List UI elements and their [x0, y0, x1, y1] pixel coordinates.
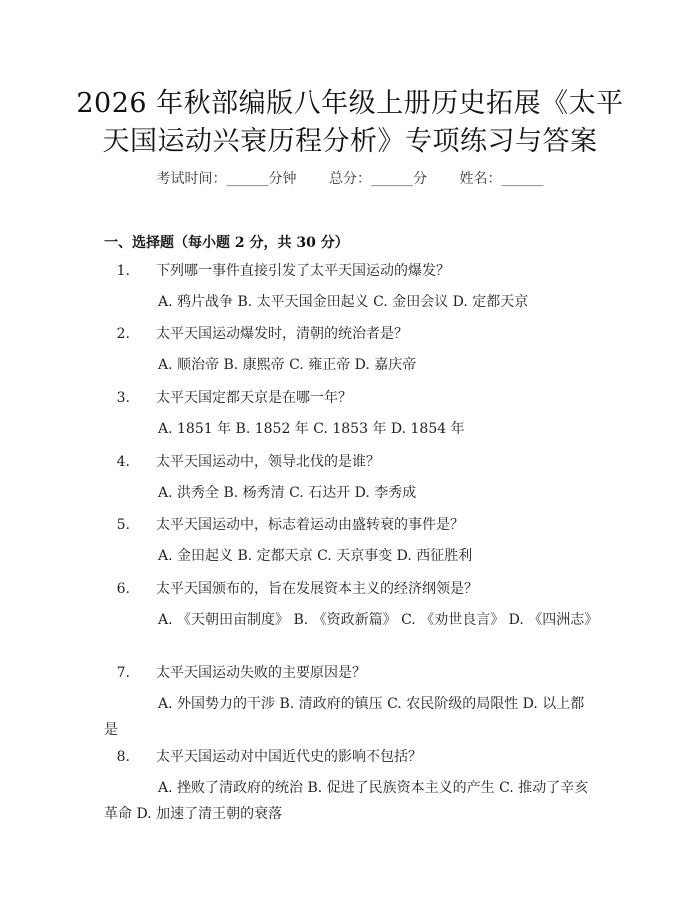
question-options: A. 洪秀全 B. 杨秀清 C. 石达开 D. 李秀成 [158, 485, 417, 501]
question-number: 8. [116, 749, 130, 765]
question-text: 下列哪一事件直接引发了太平天国运动的爆发？ [156, 263, 450, 279]
document-title-line-1: 2026 年秋部编版八年级上册历史拓展《太平 [76, 88, 624, 119]
question-stem [104, 577, 604, 601]
question-stem [104, 322, 604, 346]
question-number: 1. [116, 263, 130, 279]
exam-time-field: 考试时间：______分钟 [156, 171, 297, 187]
student-name-field: 姓名：______ [459, 171, 544, 187]
question-stem [104, 513, 604, 537]
question-options: A. 鸦片战争 B. 太平天国金田起义 C. 金田会议 D. 定都天京 [158, 294, 529, 310]
total-score-field: 总分：______分 [329, 171, 427, 187]
question-number: 5. [116, 517, 130, 533]
question-text: 太平天国运动对中国近代史的影响不包括？ [156, 749, 422, 765]
question-stem [104, 745, 604, 769]
question-number: 4. [116, 454, 130, 470]
question-options: A. 挫败了清政府的统治 B. 促进了民族资本主义的产生 C. 推动了辛亥革命 D. 加速了清王朝的衰落 [104, 780, 589, 822]
section-heading: 一、选择题（每小题 2 分，共 30 分） [104, 235, 349, 251]
question-number: 7. [116, 665, 130, 681]
document-title-line-2: 天国运动兴衰历程分析》专项练习与答案 [102, 126, 598, 157]
exam-info-line [0, 168, 700, 188]
question-stem [104, 386, 604, 410]
question-options: A. 金田起义 B. 定都天京 C. 天京事变 D. 西征胜利 [158, 548, 473, 564]
question-text: 太平天国运动中，标志着运动由盛转衰的事件是？ [156, 517, 464, 533]
question-number: 3. [116, 390, 130, 406]
question-number: 6. [116, 581, 130, 597]
question-stem [104, 450, 604, 474]
question-text: 太平天国运动爆发时，清朝的统治者是？ [156, 326, 408, 342]
question-options: A. 《天朝田亩制度》 B. 《资政新篇》 C. 《劝世良言》 D. 《四洲志》 [158, 612, 599, 628]
question-options: A. 外国势力的干涉 B. 清政府的镇压 C. 农民阶级的局限性 D. 以上都是 [104, 696, 585, 738]
question-options: A. 顺治帝 B. 康熙帝 C. 雍正帝 D. 嘉庆帝 [158, 357, 417, 373]
question-text: 太平天国定都天京是在哪一年？ [156, 390, 352, 406]
question-text: 太平天国颁布的，旨在发展资本主义的经济纲领是？ [156, 581, 478, 597]
question-options: A. 1851 年 B. 1852 年 C. 1853 年 D. 1854 年 [158, 421, 465, 437]
question-stem [104, 259, 604, 283]
question-number: 2. [116, 326, 130, 342]
question-text: 太平天国运动中，领导北伐的是谁？ [156, 454, 380, 470]
question-stem [104, 661, 604, 685]
question-text: 太平天国运动失败的主要原因是？ [156, 665, 366, 681]
